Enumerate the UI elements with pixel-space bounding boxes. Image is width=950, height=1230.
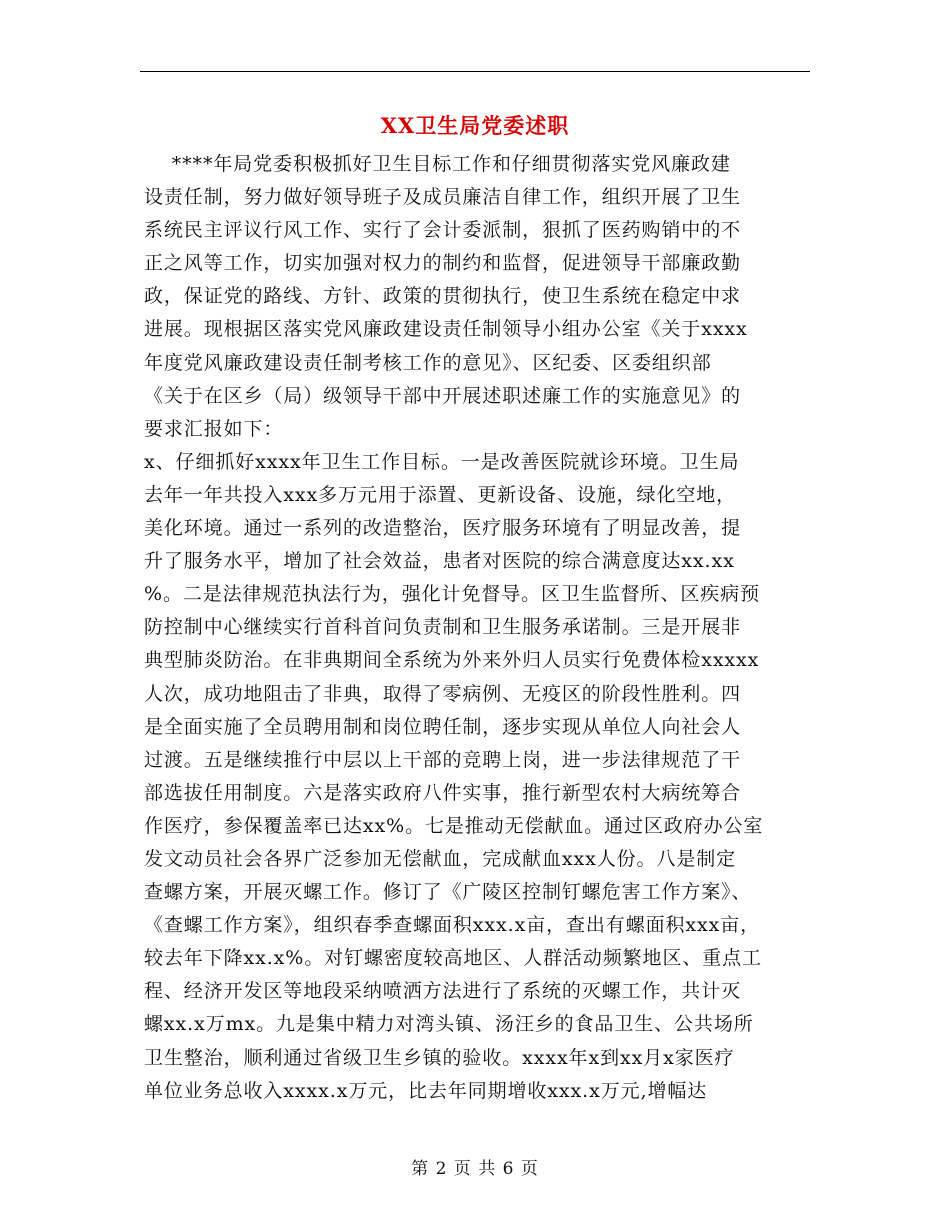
body-line: 要求汇报如下： — [144, 417, 284, 440]
body-line: %。二是法律规范执法行为，强化计免督导。区卫生监督所、区疾病预 — [144, 583, 760, 606]
body-line: 单位业务总收入xxxx.x万元，比去年同期增收xxx.x万元,增幅达 — [144, 1079, 708, 1102]
body-line: 《查螺工作方案》，组织春季查螺面积xxx.x亩，查出有螺面积xxx亩， — [144, 914, 761, 937]
body-line: 螺xx.x万mx。九是集中精力对湾头镇、汤汪乡的食品卫生、公共场所 — [144, 1013, 754, 1036]
body-line: 政，保证党的路线、方针、政策的贯彻执行，使卫生系统在稳定中求 — [144, 285, 742, 308]
body-line: 是全面实施了全员聘用制和岗位聘任制，逐步实现从单位人向社会人 — [144, 715, 742, 738]
body-line: 美化环境。通过一系列的改造整治，医疗服务环境有了明显改善，提 — [144, 517, 742, 540]
document-title: XX卫生局党委述职 — [380, 113, 570, 138]
body-line: x、仔细抓好xxxx年卫生工作目标。一是改善医院就诊环境。卫生局 — [144, 450, 740, 473]
body-line: 作医疗，参保覆盖率已达xx%。七是推动无偿献血。通过区政府办公室 — [144, 814, 764, 837]
body-line: 系统民主评议行风工作、实行了会计委派制，狠抓了医药购销中的不 — [144, 219, 742, 242]
body-line: 典型肺炎防治。在非典期间全系统为外来外归人员实行免费体检xxxxx — [144, 649, 760, 672]
body-line: 较去年下降xx.x%。对钉螺密度较高地区、人群活动频繁地区、重点工 — [144, 947, 762, 970]
body-line: 发文动员社会各界广泛参加无偿献血，完成献血xxx人份。八是制定 — [144, 847, 737, 870]
body-line: 升了服务水平，增加了社会效益，患者对医院的综合满意度达xx.xx — [144, 550, 735, 573]
body-line: 去年一年共投入xxx多万元用于添置、更新设备、设施，绿化空地， — [144, 483, 737, 506]
body-line: 查螺方案，开展灭螺工作。修订了《广陵区控制钉螺危害工作方案》、 — [144, 881, 752, 904]
body-line: 防控制中心继续实行首科首问负责制和卫生服务承诺制。三是开展非 — [144, 616, 742, 639]
body-line: 年度党风廉政建设责任制考核工作的意见》、区纪委、区委组织部 — [144, 351, 712, 374]
body-line: 《关于在区乡（局）级领导干部中开展述职述廉工作的实施意见》的 — [144, 384, 742, 407]
body-line: 卫生整治，顺利通过省级卫生乡镇的验收。xxxx年x到xx月x家医疗 — [144, 1046, 735, 1069]
body-line: 正之风等工作，切实加强对权力的制约和监督，促进领导干部廉政勤 — [144, 252, 742, 275]
body-line: 部选拔任用制度。六是落实政府八件实事，推行新型农村大病统筹合 — [144, 781, 742, 804]
page-footer: 第 2 页 共 6 页 — [411, 1159, 539, 1179]
body-line: 设责任制，努力做好领导班子及成员廉洁自律工作，组织开展了卫生 — [144, 186, 742, 209]
header-rule — [140, 71, 810, 72]
body-line: 程、经济开发区等地段采纳喷洒方法进行了系统的灭螺工作，共计灭 — [144, 980, 742, 1003]
body-line: 人次，成功地阻击了非典，取得了零病例、无疫区的阶段性胜利。四 — [144, 682, 742, 705]
body-line: 进展。现根据区落实党风廉政建设责任制领导小组办公室《关于xxxx — [144, 318, 748, 341]
body-line: ****年局党委积极抓好卫生目标工作和仔细贯彻落实党风廉政建 — [144, 153, 731, 175]
body-line: 过渡。五是继续推行中层以上干部的竞聘上岗，进一步法律规范了干 — [144, 748, 742, 771]
document-body — [144, 148, 814, 1108]
